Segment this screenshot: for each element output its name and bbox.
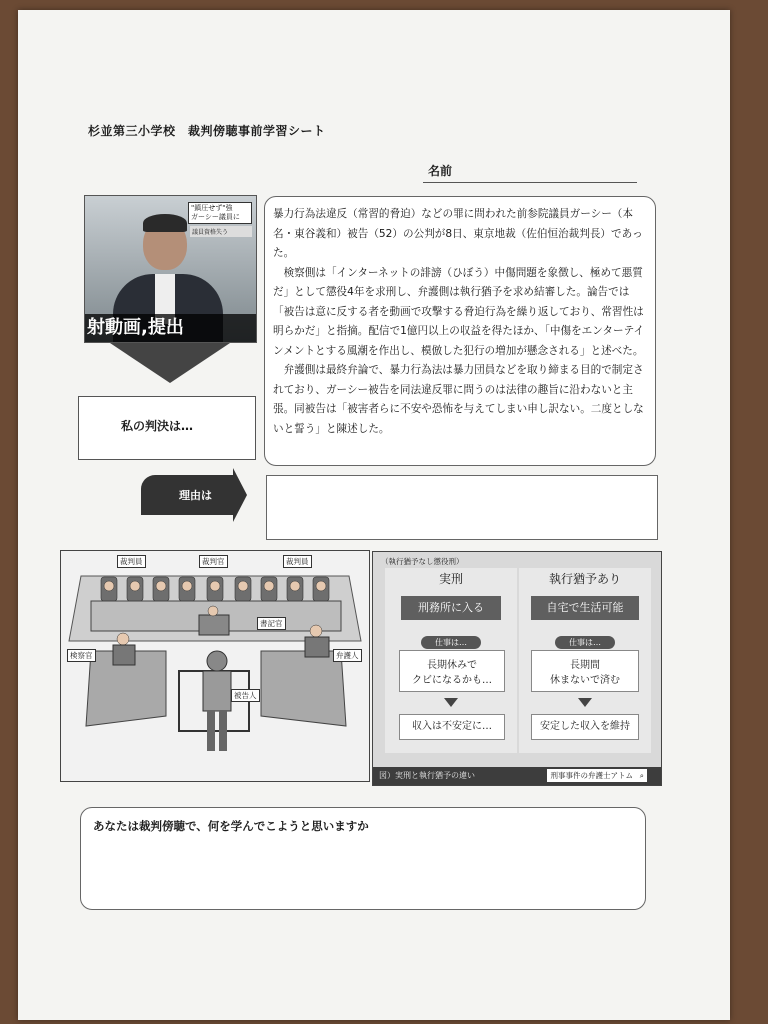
name-label: 名前 bbox=[428, 164, 453, 178]
verdict-label: 私の判決は… bbox=[121, 419, 194, 433]
down-arrow-icon bbox=[444, 698, 458, 707]
column-suspended bbox=[519, 568, 651, 753]
name-line[interactable] bbox=[423, 182, 637, 183]
column-heading: 執行猶予あり bbox=[548, 572, 621, 586]
label-prosecutor: 検察官 bbox=[67, 649, 96, 662]
article-paragraph: 弁護側は最終弁論で、暴力行為法は暴力団員などを取り締まる目的で制定されており、ガーシー被告を同法違反罪に問うのは法律の趣旨に沿わないと主張。同被告は「被害者らに不安や恐怖を与えてしまい申し訳ない。二度としないと誓う」と陳述した。 bbox=[273, 364, 644, 435]
comparison-subtitle: （執行猶予なし懲役刑） bbox=[381, 557, 464, 566]
work-text: クビになるかも… bbox=[412, 675, 492, 686]
work-pill: 仕事は… bbox=[555, 636, 615, 649]
article-paragraph: 暴力行為法違反（常習的脅迫）などの罪に問われた前参院議員ガーシー（本名・東谷義和）被告（52）の公判が8日、東京地裁（佐伯恒治裁判長）であった。 bbox=[273, 208, 643, 259]
news-article bbox=[264, 196, 656, 466]
down-arrow-icon bbox=[578, 698, 592, 707]
figure-caption: 図）実刑と執行猶予の違い bbox=[379, 771, 475, 780]
person-hair bbox=[143, 214, 187, 232]
worksheet-title: 杉並第三小学校 裁判傍聴事前学習シート bbox=[88, 124, 326, 138]
result-box: 収入は不安定に… bbox=[399, 714, 505, 740]
work-box bbox=[531, 650, 639, 692]
status-box: 刑務所に入る bbox=[401, 596, 501, 620]
label-defense: 弁護人 bbox=[333, 649, 362, 662]
question-text: あなたは裁判傍聴で、何を学んでこようと思いますか bbox=[93, 819, 369, 833]
article-paragraph: 検察側は「インターネットの誹謗（ひぼう）中傷問題を象徴し、極めて悪質だ」として懲役4年を求刑し、弁護側は執行猶予を求め結審した。論告では「被告は意に反する者を動画で攻撃する脅迫行為を繰り返しており、常習性は明らかだ」と指摘。配信で1億円以上の収益を得たほか、「中傷をエンターテインメントとする風潮を作出し、模倣した犯行の増加が懸念される」と述べた。 bbox=[273, 266, 645, 357]
label-defendant: 被告人 bbox=[231, 689, 260, 702]
courtroom-illustration bbox=[60, 550, 370, 782]
worksheet-page bbox=[18, 10, 730, 1020]
ticker-line: ガーシー議員に bbox=[191, 213, 240, 221]
source-search-box bbox=[547, 769, 648, 782]
reason-answer-box[interactable] bbox=[266, 475, 658, 540]
search-icon: ⌕ bbox=[639, 771, 644, 780]
news-ticker bbox=[188, 202, 252, 224]
result-box: 安定した収入を維持 bbox=[531, 714, 639, 740]
label-lay-judges-right: 裁判員 bbox=[283, 555, 312, 568]
label-judges: 裁判官 bbox=[199, 555, 228, 568]
ticker-line: "鎮圧せず"強 bbox=[191, 204, 233, 212]
verdict-box[interactable] bbox=[78, 396, 256, 460]
down-arrow-icon bbox=[110, 343, 230, 383]
work-pill: 仕事は… bbox=[421, 636, 481, 649]
column-heading: 実刑 bbox=[438, 572, 463, 586]
source-brand: 刑事事件の弁護士アトム bbox=[550, 771, 633, 780]
question-box[interactable] bbox=[80, 807, 646, 910]
sentence-comparison-figure bbox=[372, 551, 662, 786]
status-box: 自宅で生活可能 bbox=[531, 596, 639, 620]
work-text: 長期間 bbox=[570, 660, 600, 671]
photo-caption: 射動画,提出 bbox=[85, 314, 256, 342]
label-lay-judges-left: 裁判員 bbox=[117, 555, 146, 568]
reason-arrow bbox=[141, 475, 233, 515]
work-text: 長期休みで bbox=[427, 660, 477, 671]
work-box bbox=[399, 650, 505, 692]
comparison-footer bbox=[373, 767, 661, 785]
news-ticker-sub: 議員資格失う bbox=[190, 226, 252, 237]
right-arrow-icon bbox=[233, 468, 247, 522]
label-clerk: 書記官 bbox=[257, 617, 286, 630]
news-photo bbox=[84, 195, 257, 343]
work-text: 休まないで済む bbox=[550, 675, 620, 686]
reason-label: 理由は bbox=[179, 489, 212, 502]
column-prison bbox=[385, 568, 517, 753]
courtroom-drawing bbox=[61, 551, 369, 781]
